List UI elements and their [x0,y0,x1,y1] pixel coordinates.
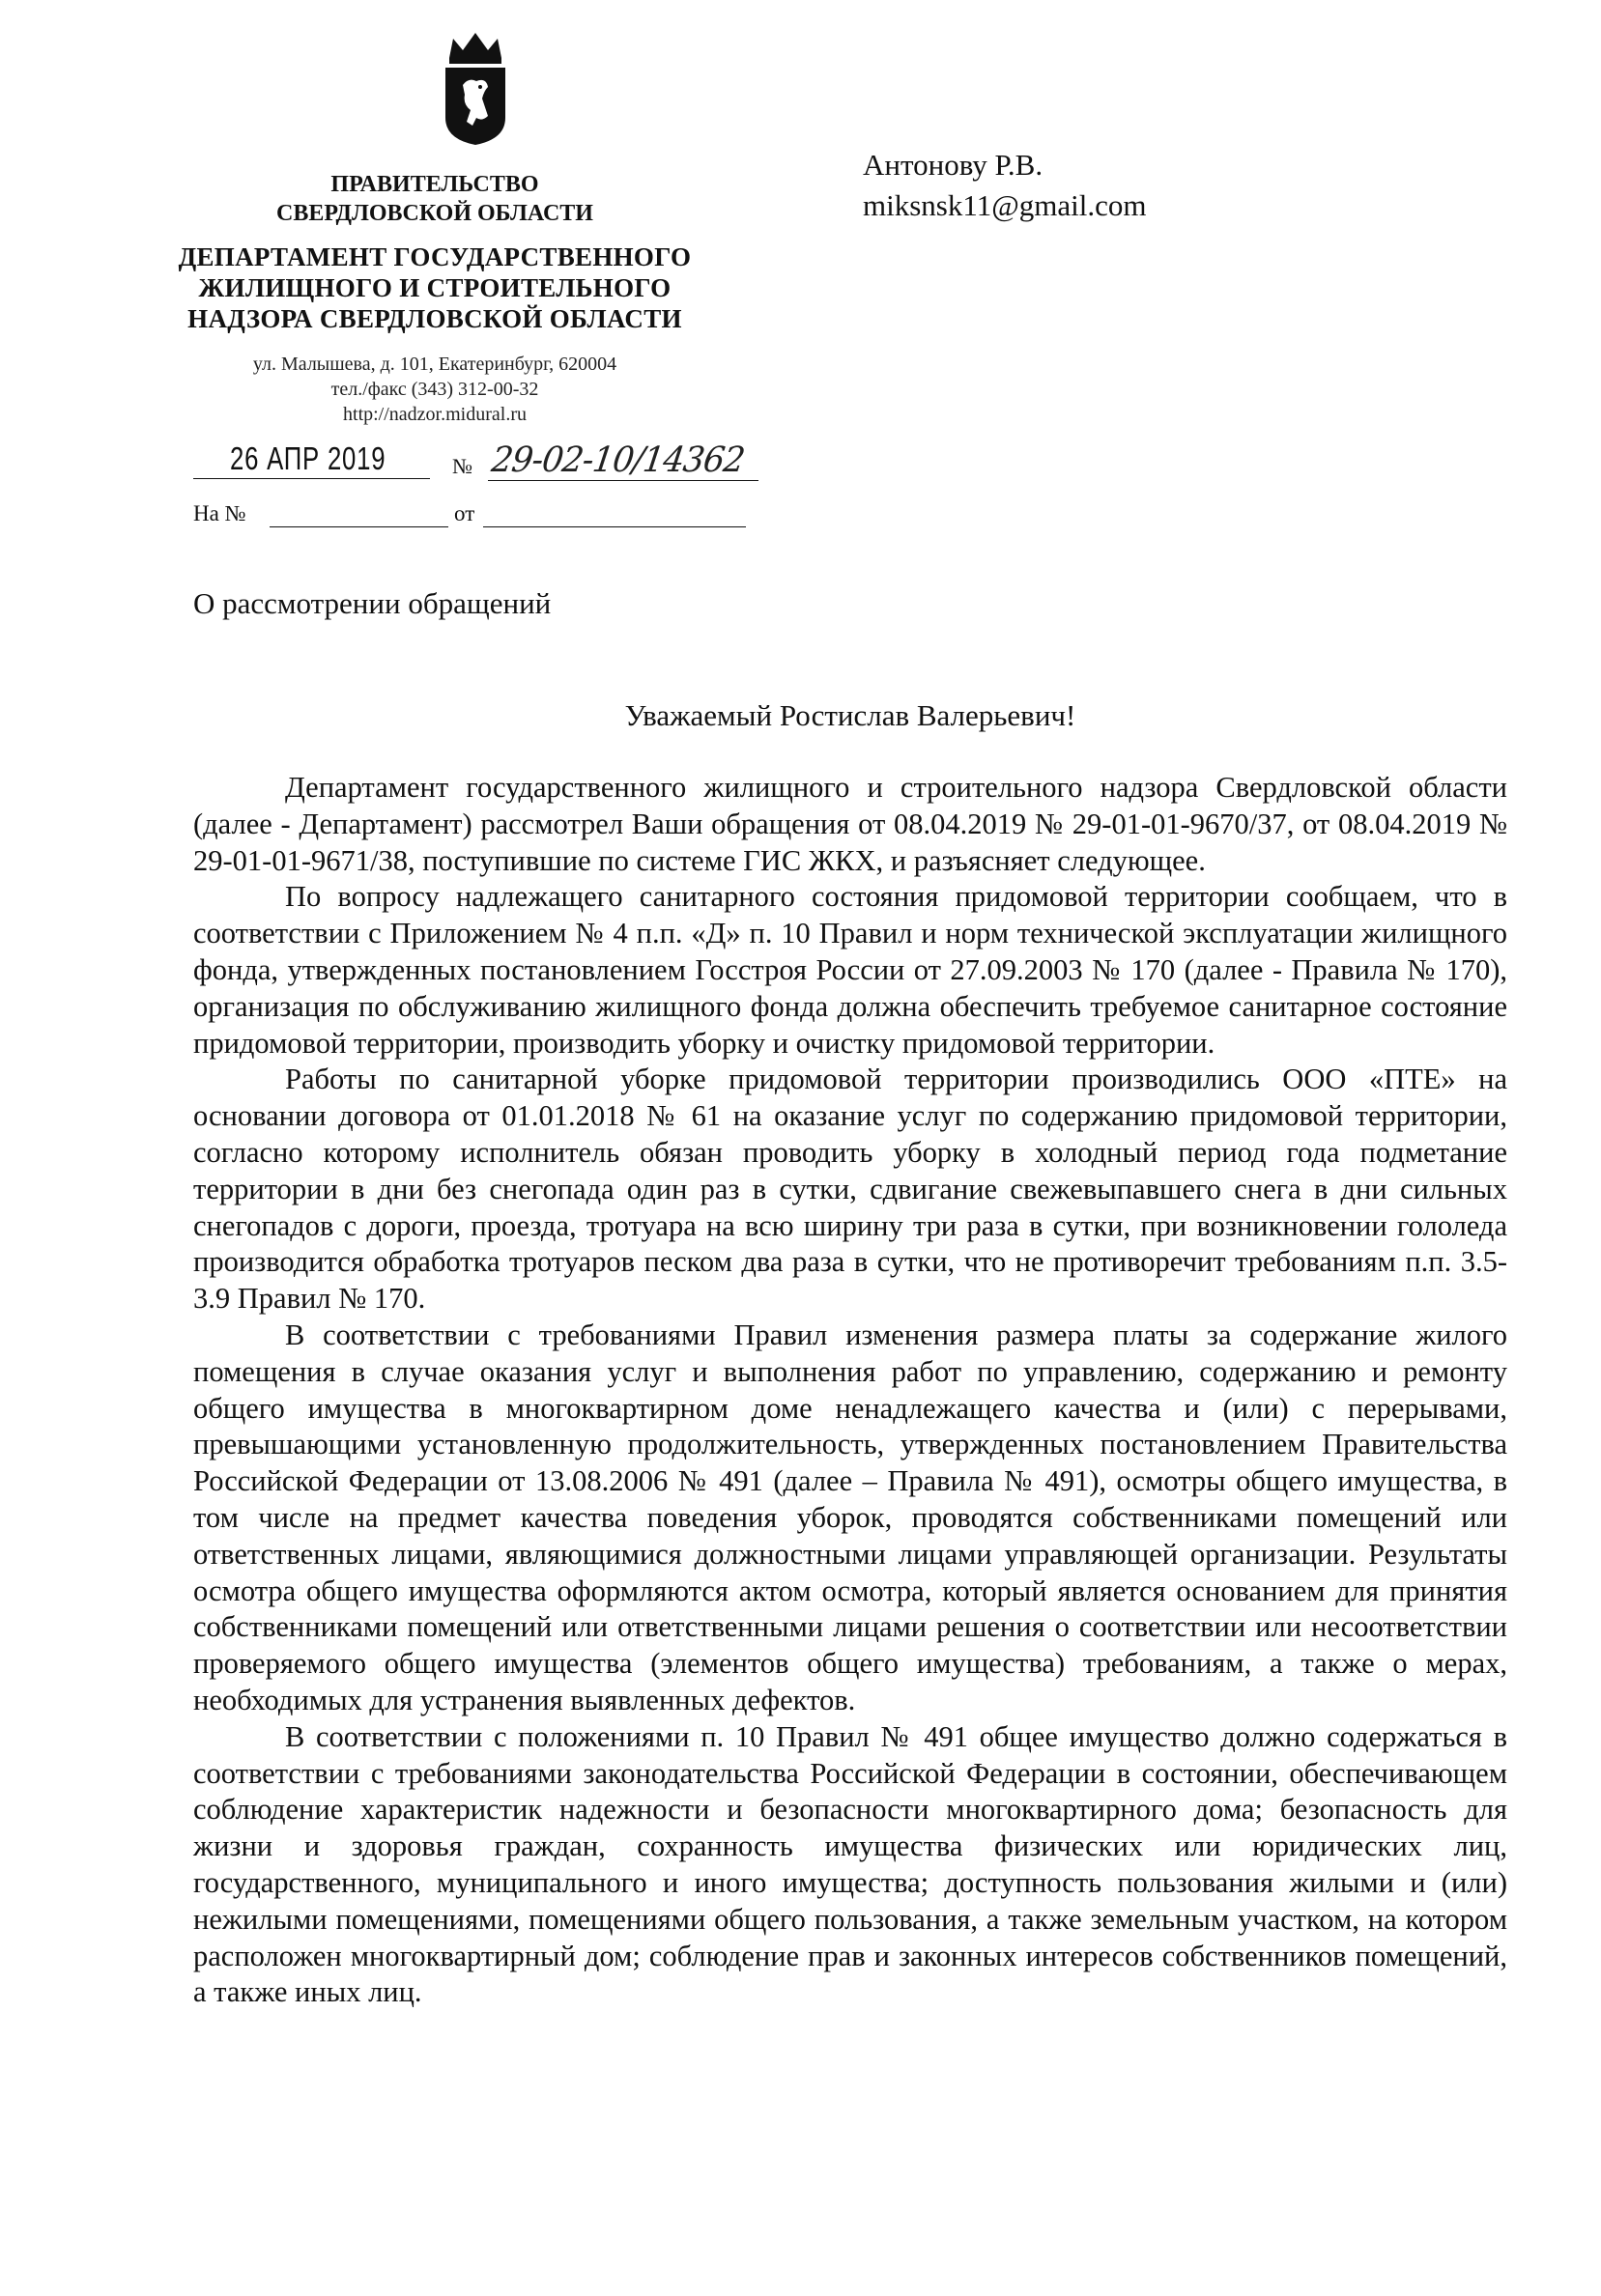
paragraph: В соответствии с требованиями Правил изменения размера платы за содержание жилого помещения в случае оказания услуг и выполнения работ по управлению, содержанию и ремонту общего имущества в многоквартирном доме ненадлежащего качества и (или) с перерывами, превышающими установленную продолжительность, утвержденных постановлением Правительства Российской Федерации от 13.08.2006 № 491 (далее – Правила № 491), осмотры общего имущества, в том числе на предмет качества поведения уборок, проводятся собственниками помещений или ответственных лицами, являющимися должностными лицами управляющей организации. Результаты осмотра общего имущества оформляются актом осмотра, который является основанием для принятия собственниками помещений или ответственными лицами решения о соответствии или несоответствии проверяемого общего имущества (элементов общего имущества) требованиям, а также о мерах, необходимых для устранения выявленных дефектов. [193,1318,1507,1716]
recipient-block [863,145,1146,226]
department-contacts [145,352,725,427]
gov-line-2: СВЕРДЛОВСКОЙ ОБЛАСТИ [276,201,593,226]
reference-number-label: На № [193,501,246,525]
letter-body [193,770,1507,2011]
registration-date-stamp: 26 АПР 2019 [230,440,386,476]
salutation: Уважаемый Ростислав Валерьевич! [624,698,1076,732]
department-name [145,241,725,334]
government-name [145,170,725,228]
dept-line-1: ДЕПАРТАМЕНТ ГОСУДАРСТВЕННОГО [178,242,692,271]
reference-date-line [483,526,746,527]
phone: тел./факс (343) 312-00-32 [330,379,539,400]
number-sign: № [452,454,472,478]
letter-subject: О рассмотрении обращений [193,586,552,620]
recipient-name: Антонову Р.В. [863,148,1044,182]
paragraph: Департамент государственного жилищного и строительного надзора Свердловской области (далее - Департамент) рассмотрел Ваши обращения от 08.04.2019 № 29-01-01-9670/37, от 08.04.2019 № 29-01-01-9671/38, поступившие по системе ГИС ЖКХ, и разъясняет следующее. [193,771,1507,877]
paragraph: По вопросу надлежащего санитарного состояния придомовой территории сообщаем, что в соответствии с Приложением № 4 п.п. «Д» п. 10 Правил и норм технической эксплуатации жилищного фонда, утвержденных постановлением Госстроя России от 27.09.2003 № 170 (далее - Правила № 170), организация по обслуживанию жилищного фонда должна обеспечить требуемое санитарное состояние придомовой территории, производить уборку и очистку придомовой территории. [193,880,1507,1060]
reference-date-label: от [454,501,475,525]
website: http://nadzor.midural.ru [343,404,527,425]
dept-line-2: ЖИЛИЩНОГО И СТРОИТЕЛЬНОГО [198,273,672,302]
reference-number-line [270,526,448,527]
number-underline [488,480,758,481]
registration-number-handwritten: 29-02-10/14362 [489,440,747,480]
coat-of-arms-icon [440,29,511,147]
paragraph: В соответствии с положениями п. 10 Правил № 491 общее имущество должно содержаться в соответствии с требованиями законодательства Российской Федерации в состоянии, обеспечивающем соблюдение характеристик надежности и безопасности многоквартирного дома; безопасность для жизни и здоровья граждан, сохранность имущества физических или юридических лиц, государственного, муниципального и иного имущества; доступность пользования жилыми и (или) нежилыми помещениями, помещениями общего пользования, а также земельным участком, на котором расположен многоквартирный дом; соблюдение прав и законных интересов собственников помещений, а также иных лиц. [193,1719,1507,2009]
address: ул. Малышева, д. 101, Екатеринбург, 620004 [252,354,617,375]
gov-line-1: ПРАВИТЕЛЬСТВО [330,172,539,197]
recipient-email: miksnsk11@gmail.com [863,188,1147,222]
dept-line-3: НАДЗОРА СВЕРДЛОВСКОЙ ОБЛАСТИ [187,304,682,333]
paragraph: Работы по санитарной уборке придомовой территории производились ООО «ПТЕ» на основании договора от 01.01.2018 № 61 на оказание услуг по содержанию придомовой территории, согласно которому исполнитель обязан проводить уборку в холодный период года подметание территории в дни без снегопада один раз в сутки, сдвигание свежевыпавшего снега в дни сильных снегопадов с дороги, проезда, тротуара на всю ширину три раза в сутки, при возникновении гололеда производится обработка тротуаров песком два раза в сутки, что не противоречит требованиям п.п. 3.5-3.9 Правил № 170. [193,1063,1507,1316]
